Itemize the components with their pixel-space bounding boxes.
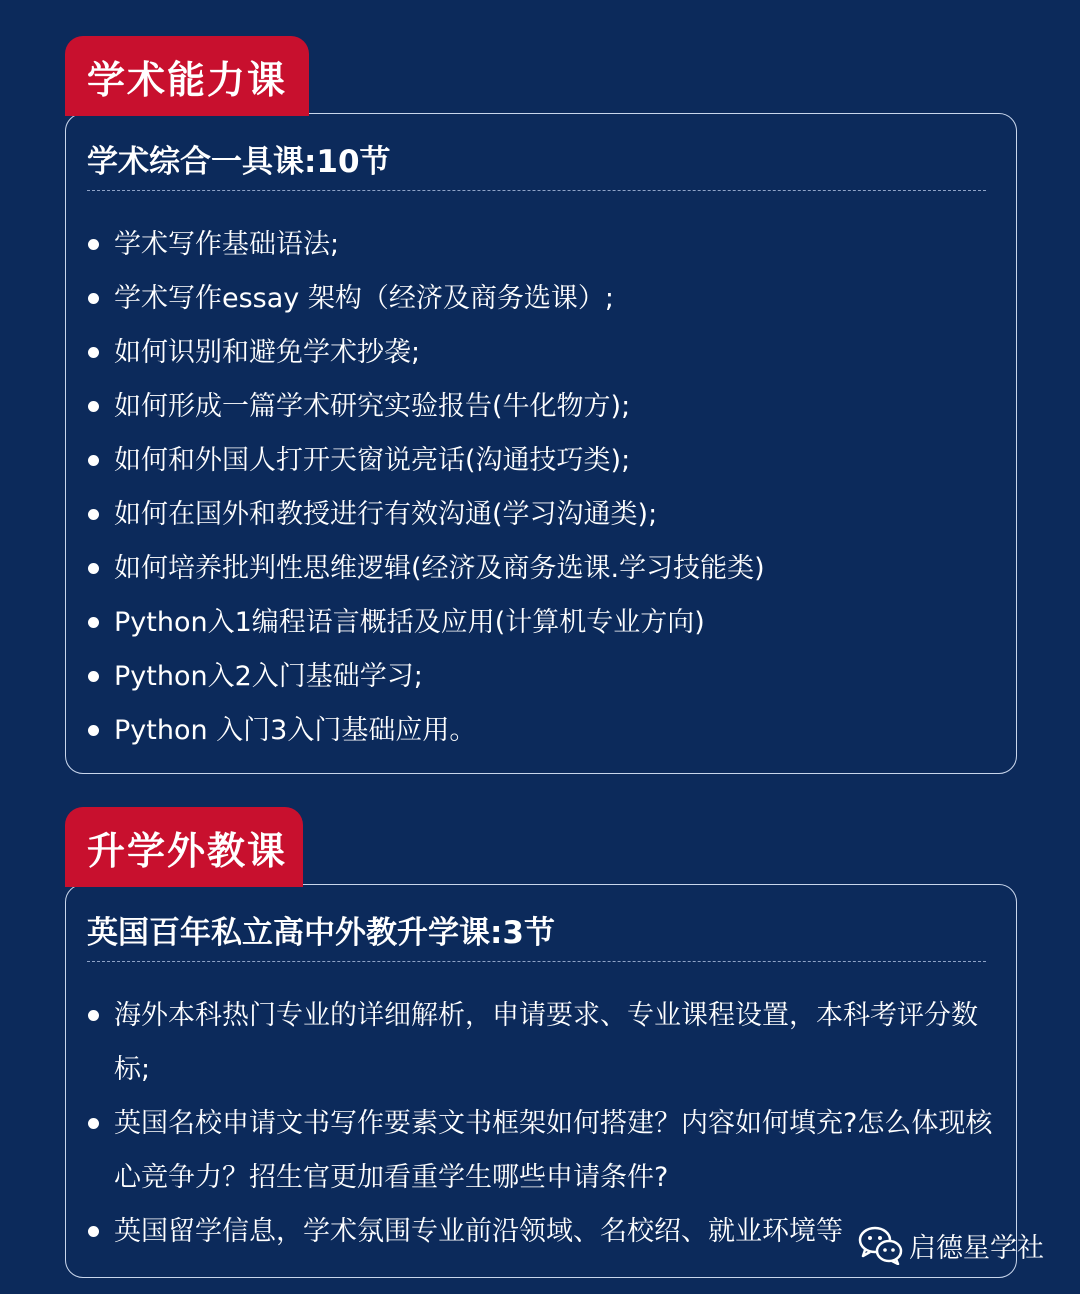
course-card xyxy=(65,113,1017,774)
list-item xyxy=(86,434,996,488)
course-list xyxy=(86,218,996,758)
bullet-icon xyxy=(88,725,99,736)
course-card xyxy=(65,884,1017,1278)
section-academic-ability xyxy=(65,36,1017,774)
bullet-icon xyxy=(88,1010,99,1021)
course-title: 英国百年私立高中外教升学课:3节 xyxy=(87,915,555,951)
list-item-text: Python入2入门基础学习; xyxy=(114,661,423,692)
bullet-icon xyxy=(88,347,99,358)
bullet-icon xyxy=(88,239,99,250)
watermark xyxy=(857,1224,1044,1266)
section-tag: 学术能力课 xyxy=(65,36,309,116)
list-item xyxy=(86,542,996,596)
course-list xyxy=(86,989,996,1259)
bullet-icon xyxy=(88,293,99,304)
list-item-text: 学术写作essay 架构（经济及商务选课）; xyxy=(114,283,614,314)
bullet-icon xyxy=(88,1226,99,1237)
list-item-text: 如何识别和避免学术抄袭; xyxy=(114,337,421,368)
list-item-text: 学术写作基础语法; xyxy=(114,229,340,260)
list-item xyxy=(86,488,996,542)
list-item-text: 如何形成一篇学术研究实验报告(牛化物方); xyxy=(114,391,631,422)
list-item-text: 海外本科热门专业的详细解析，申请要求、专业课程设置，本科考评分数标; xyxy=(114,1000,978,1085)
bullet-icon xyxy=(88,1118,99,1129)
list-item xyxy=(86,1097,996,1205)
wechat-icon xyxy=(857,1225,905,1265)
list-item xyxy=(86,596,996,650)
bullet-icon xyxy=(88,455,99,466)
list-item-text: 英国名校申请文书写作要素文书框架如何搭建？内容如何填充?怎么体现核心竞争力？招生官更加看重学生哪些申请条件? xyxy=(114,1108,993,1193)
course-title: 学术综合一具课:10节 xyxy=(87,144,391,180)
list-item xyxy=(86,380,996,434)
section-tag: 升学外教课 xyxy=(65,807,303,887)
list-item-text: 如何培养批判性思维逻辑(经济及商务选课.学习技能类) xyxy=(114,553,765,584)
list-item xyxy=(86,704,996,758)
list-item xyxy=(86,218,996,272)
dashed-divider xyxy=(87,190,986,191)
list-item xyxy=(86,989,996,1097)
watermark-text: 启德星学社 xyxy=(909,1232,1044,1264)
section-foreign-teacher xyxy=(65,807,1017,1278)
bullet-icon xyxy=(88,509,99,520)
bullet-icon xyxy=(88,671,99,682)
list-item-text: Python 入门3入门基础应用。 xyxy=(114,715,477,746)
list-item-text: 如何在国外和教授进行有效沟通(学习沟通类); xyxy=(114,499,658,530)
bullet-icon xyxy=(88,563,99,574)
dashed-divider xyxy=(87,961,986,962)
list-item xyxy=(86,272,996,326)
list-item-text: Python入1编程语言概括及应用(计算机专业方向) xyxy=(114,607,705,638)
list-item-text: 英国留学信息，学术氛围专业前沿领域、名校绍、就业环境等 xyxy=(114,1216,843,1247)
list-item xyxy=(86,650,996,704)
bullet-icon xyxy=(88,617,99,628)
bullet-icon xyxy=(88,401,99,412)
list-item-text: 如何和外国人打开天窗说亮话(沟通技巧类); xyxy=(114,445,631,476)
list-item xyxy=(86,326,996,380)
